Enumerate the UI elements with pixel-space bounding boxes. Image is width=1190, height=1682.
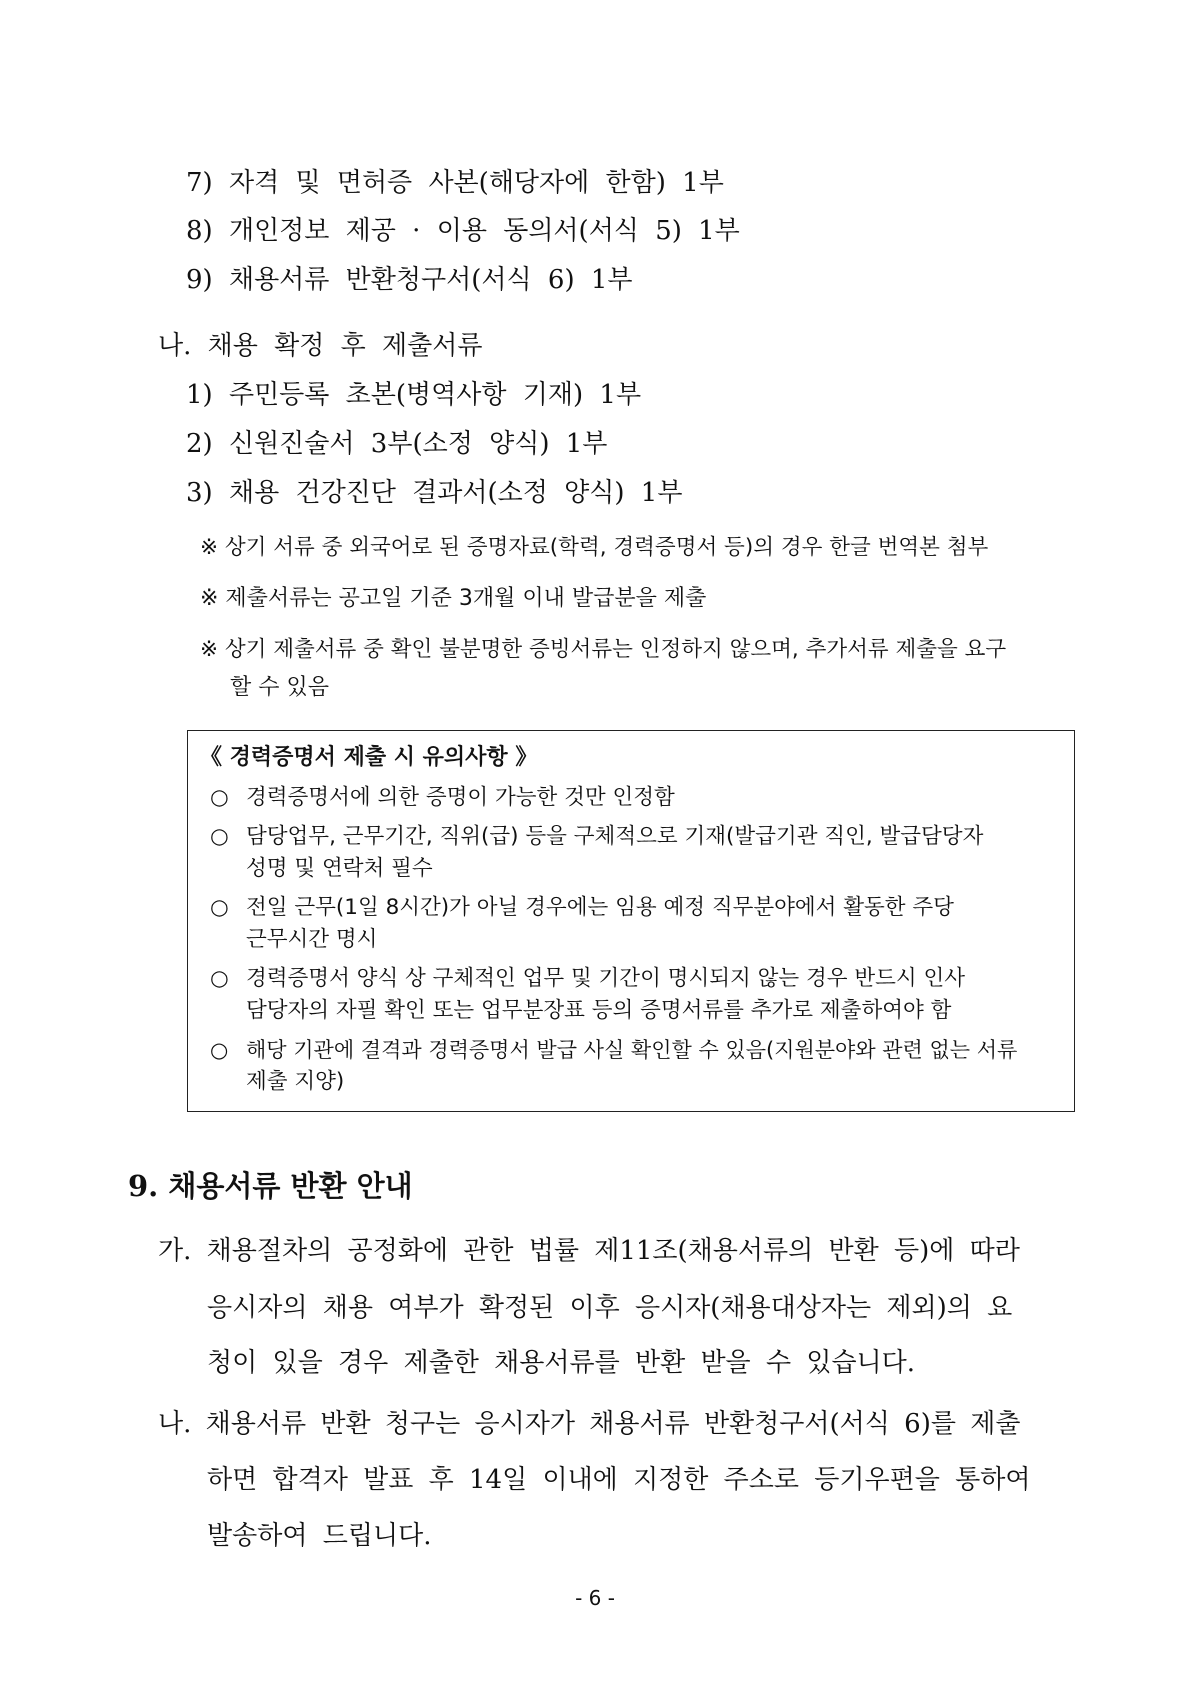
caution-bullet-3-continued: 근무시간 명시 <box>246 927 378 952</box>
caution-bullet-2-text: 담당업무, 근무기간, 직위(급) 등을 구체적으로 기재(발급기관 직인, 발급담당자 <box>246 824 984 849</box>
caution-bullet-5-continued: 제출 지양) <box>246 1069 345 1094</box>
caution-bullet-3-text: 전일 근무(1일 8시간)가 아닐 경우에는 임용 예정 직무분야에서 활동한 주당 <box>246 895 954 920</box>
section-na-item-1: 1) 주민등록 초본(병역사항 기재) 1부 <box>186 380 642 410</box>
section-9-na-line-1: 나. 채용서류 반환 청구는 응시자가 채용서류 반환청구서(서식 6)를 제출 <box>158 1409 1021 1439</box>
section-9-na-line-2: 하면 합격자 발표 후 14일 이내에 지정한 주소로 등기우편을 통하여 <box>207 1465 1031 1495</box>
section-9-heading: 9. 채용서류 반환 안내 <box>128 1169 413 1203</box>
circle-bullet-icon: ○ <box>210 785 229 810</box>
caution-box-title: 《 경력증명서 제출 시 유의사항 》 <box>200 745 538 770</box>
page-number: - 6 - <box>575 1586 615 1610</box>
caution-bullet-5 <box>210 1035 1017 1065</box>
note-3: ※ 상기 제출서류 중 확인 불분명한 증빙서류는 인정하지 않으며, 추가서류 제출을 요구 <box>200 637 1007 662</box>
circle-bullet-icon: ○ <box>210 895 229 920</box>
caution-bullet-3 <box>210 893 954 923</box>
caution-bullet-4-text: 경력증명서 양식 상 구체적인 업무 및 기간이 명시되지 않는 경우 반드시 인사 <box>246 966 966 991</box>
note-2: ※ 제출서류는 공고일 기준 3개월 이내 발급분을 제출 <box>200 586 707 611</box>
caution-bullet-1-text: 경력증명서에 의한 증명이 가능한 것만 인정함 <box>246 785 675 810</box>
caution-bullet-1 <box>210 783 675 813</box>
circle-bullet-icon: ○ <box>210 824 229 849</box>
caution-bullet-2 <box>210 822 983 852</box>
section-9-na-line-3: 발송하여 드립니다. <box>207 1521 432 1551</box>
section-na-item-2: 2) 신원진술서 3부(소정 양식) 1부 <box>186 429 608 459</box>
caution-bullet-4-continued: 담당자의 자필 확인 또는 업무분장표 등의 증명서류를 추가로 제출하여야 함 <box>246 998 952 1023</box>
note-3-continued: 할 수 있음 <box>230 675 329 700</box>
caution-bullet-4 <box>210 964 965 994</box>
section-na-heading: 나. 채용 확정 후 제출서류 <box>158 331 483 361</box>
section-9-ga-line-3: 청이 있을 경우 제출한 채용서류를 반환 받을 수 있습니다. <box>207 1348 916 1378</box>
caution-bullet-5-text: 해당 기관에 결격과 경력증명서 발급 사실 확인할 수 있음(지원분야와 관련 없는 서류 <box>246 1038 1018 1062</box>
list-item-8: 8) 개인정보 제공 · 이용 동의서(서식 5) 1부 <box>186 216 740 246</box>
caution-box <box>187 730 1075 1112</box>
section-9-ga-line-1: 가. 채용절차의 공정화에 관한 법률 제11조(채용서류의 반환 등)에 따라 <box>158 1236 1020 1266</box>
section-na-item-3: 3) 채용 건강진단 결과서(소정 양식) 1부 <box>186 478 683 508</box>
list-item-9: 9) 채용서류 반환청구서(서식 6) 1부 <box>186 265 633 295</box>
list-item-7: 7) 자격 및 면허증 사본(해당자에 한함) 1부 <box>186 168 724 198</box>
note-1: ※ 상기 서류 중 외국어로 된 증명자료(학력, 경력증명서 등)의 경우 한글 번역본 첨부 <box>200 535 989 560</box>
section-9-ga-line-2: 응시자의 채용 여부가 확정된 이후 응시자(채용대상자는 제외)의 요 <box>207 1293 1013 1323</box>
circle-bullet-icon: ○ <box>210 1038 229 1062</box>
caution-bullet-2-continued: 성명 및 연락처 필수 <box>246 856 433 881</box>
circle-bullet-icon: ○ <box>210 966 229 991</box>
